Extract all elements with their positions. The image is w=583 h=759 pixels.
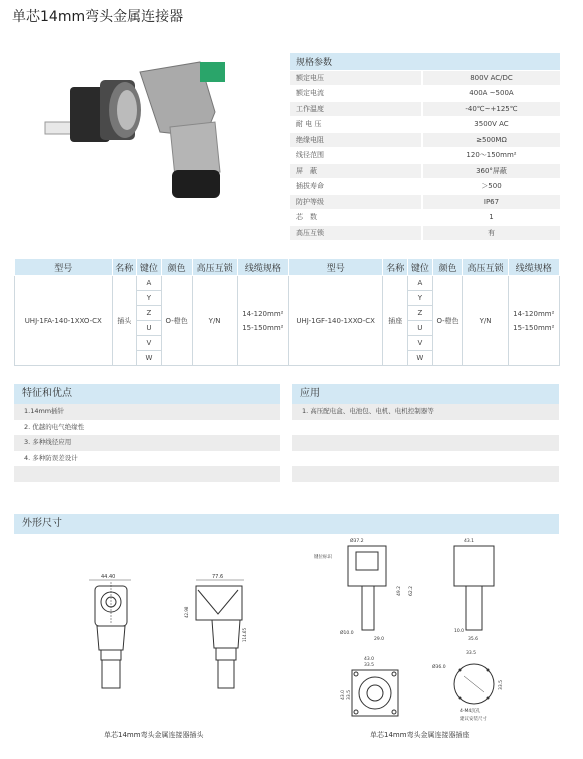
mount-caption: 建议安装尺寸 — [460, 717, 487, 722]
spec-key: 工作温度 — [290, 101, 422, 117]
key-cell: V — [408, 336, 433, 351]
model-hvil: Y/N — [463, 276, 508, 366]
socket-h2-label: 62.2 — [409, 585, 414, 596]
col-header: 高压互锁 — [463, 259, 508, 276]
spec-value: ＞500 — [422, 179, 560, 195]
model-code: UHJ-1GF-140-1XXO-CX — [289, 276, 383, 366]
list-item: 2. 优越的电气绝缘性 — [24, 422, 85, 431]
plug-side-drawing — [182, 574, 250, 692]
spec-key: 芯 数 — [290, 210, 422, 226]
key-cell: U — [137, 321, 162, 336]
plug-front-drawing — [85, 574, 135, 692]
key-cell: U — [408, 321, 433, 336]
key-cell: A — [408, 276, 433, 291]
spec-key: 额定电流 — [290, 86, 422, 102]
dimensions-header: 外形尺寸 — [14, 514, 559, 534]
spec-key: 防护等级 — [290, 194, 422, 210]
key-cell: W — [137, 351, 162, 366]
col-header: 型号 — [15, 259, 113, 276]
list-item — [292, 435, 559, 451]
key-cell: A — [137, 276, 162, 291]
spec-key: 插拔寿命 — [290, 179, 422, 195]
spec-value: 120～150mm² — [422, 148, 560, 164]
col-header: 线缆规格 — [508, 259, 559, 276]
col-header: 键位 — [408, 259, 433, 276]
socket-caption: 单芯14mm弯头金属连接器插座 — [370, 731, 470, 739]
product-photo — [30, 52, 255, 217]
socket-sq1-label: 43.0 — [364, 657, 375, 662]
list-item: 4. 多种防误差设计 — [24, 453, 78, 462]
model-cable — [508, 276, 559, 366]
col-header: 名称 — [112, 259, 137, 276]
model-color: O-橙色 — [161, 276, 192, 366]
spec-value: 1 — [422, 210, 560, 226]
cable-spec: 14-120mm² — [513, 309, 555, 318]
spec-header: 规格参数 — [290, 53, 422, 70]
plug-h1-label: 42.98 — [184, 606, 189, 618]
socket-d2-label: Ø10.0 — [340, 631, 354, 636]
spec-key: 耐 电 压 — [290, 117, 422, 133]
plug-width-label: 44.40 — [101, 574, 116, 580]
col-header: 颜色 — [161, 259, 192, 276]
key-cell: Y — [408, 291, 433, 306]
list-item: 1. 高压配电盒、电池包、电机、电机控制器等 — [292, 404, 559, 420]
mount-r2-label: 33.5 — [499, 679, 504, 690]
spec-key: 额定电压 — [290, 70, 422, 86]
spec-key: 绝缘电阻 — [290, 132, 422, 148]
spec-key: 屏 蔽 — [290, 163, 422, 179]
socket-d1-label: Ø37.2 — [350, 539, 364, 544]
model-color: O-橙色 — [432, 276, 463, 366]
socket-key-label: 键位标识 — [314, 555, 332, 560]
plug-h2-label: 114.65 — [242, 628, 247, 642]
col-header: 线缆规格 — [237, 259, 288, 276]
socket-w3-label: 35.6 — [468, 637, 479, 642]
socket-h1-label: 49.2 — [397, 585, 402, 596]
socket-w2-label: 10.0 — [454, 629, 465, 634]
spec-value: 800V AC/DC — [422, 70, 560, 86]
spec-value: -40℃~+125℃ — [422, 101, 560, 117]
spec-key: 线径范围 — [290, 148, 422, 164]
socket-top-label: 43.1 — [464, 539, 475, 544]
list-item: 3. 多种线径应用 — [14, 435, 280, 451]
features-header: 特征和优点 — [14, 384, 280, 404]
list-item — [14, 466, 280, 482]
col-header: 高压互锁 — [192, 259, 237, 276]
spec-table — [290, 53, 560, 241]
key-cell: Y — [137, 291, 162, 306]
key-cell: Z — [137, 306, 162, 321]
application-list — [292, 404, 559, 482]
col-header: 型号 — [289, 259, 383, 276]
socket-sq3-label: 43.0 — [341, 689, 346, 700]
socket-sq2-label: 33.5 — [364, 663, 375, 668]
spec-value: 360°屏蔽 — [422, 163, 560, 179]
key-cell: W — [408, 351, 433, 366]
cable-spec: 15-150mm² — [513, 323, 555, 332]
model-name: 插头 — [112, 276, 137, 366]
mount-drawing — [430, 648, 510, 724]
model-cable — [237, 276, 288, 366]
mount-hole-label: Ø36.0 — [432, 665, 446, 670]
list-item — [292, 451, 559, 467]
model-table — [14, 258, 560, 366]
socket-side-drawing — [440, 536, 510, 646]
spec-value: 400A ~500A — [422, 86, 560, 102]
list-item — [292, 466, 559, 482]
socket-flange-drawing — [338, 654, 418, 730]
spec-value: IP67 — [422, 194, 560, 210]
mount-r1-label: 33.5 — [466, 651, 477, 656]
spec-value: 有 — [422, 225, 560, 241]
application-header: 应用 — [292, 384, 559, 404]
plug-caption: 单芯14mm弯头金属连接器插头 — [104, 731, 204, 739]
cable-spec: 14-120mm² — [242, 309, 284, 318]
spec-value: ≥500MΩ — [422, 132, 560, 148]
key-cell: V — [137, 336, 162, 351]
model-hvil: Y/N — [192, 276, 237, 366]
key-cell: Z — [408, 306, 433, 321]
spec-key: 高压互锁 — [290, 225, 422, 241]
cable-spec: 15-150mm² — [242, 323, 284, 332]
spec-value: 3500V AC — [422, 117, 560, 133]
model-code: UHJ-1FA-140-1XXO-CX — [15, 276, 113, 366]
plug-side-width-label: 77.6 — [212, 574, 224, 580]
model-name: 插座 — [383, 276, 408, 366]
col-header: 键位 — [137, 259, 162, 276]
list-item: 1.14mm插针 — [14, 404, 280, 420]
features-list — [14, 404, 280, 482]
socket-w1-label: 29.0 — [374, 637, 385, 642]
col-header: 名称 — [383, 259, 408, 276]
list-item — [292, 420, 559, 436]
mount-screw-label: 4-M4沉孔 — [460, 709, 481, 714]
socket-sq4-label: 33.5 — [347, 689, 352, 700]
page-title: 单芯14mm弯头金属连接器 — [12, 9, 184, 25]
col-header: 颜色 — [432, 259, 463, 276]
socket-front-drawing — [312, 536, 422, 646]
